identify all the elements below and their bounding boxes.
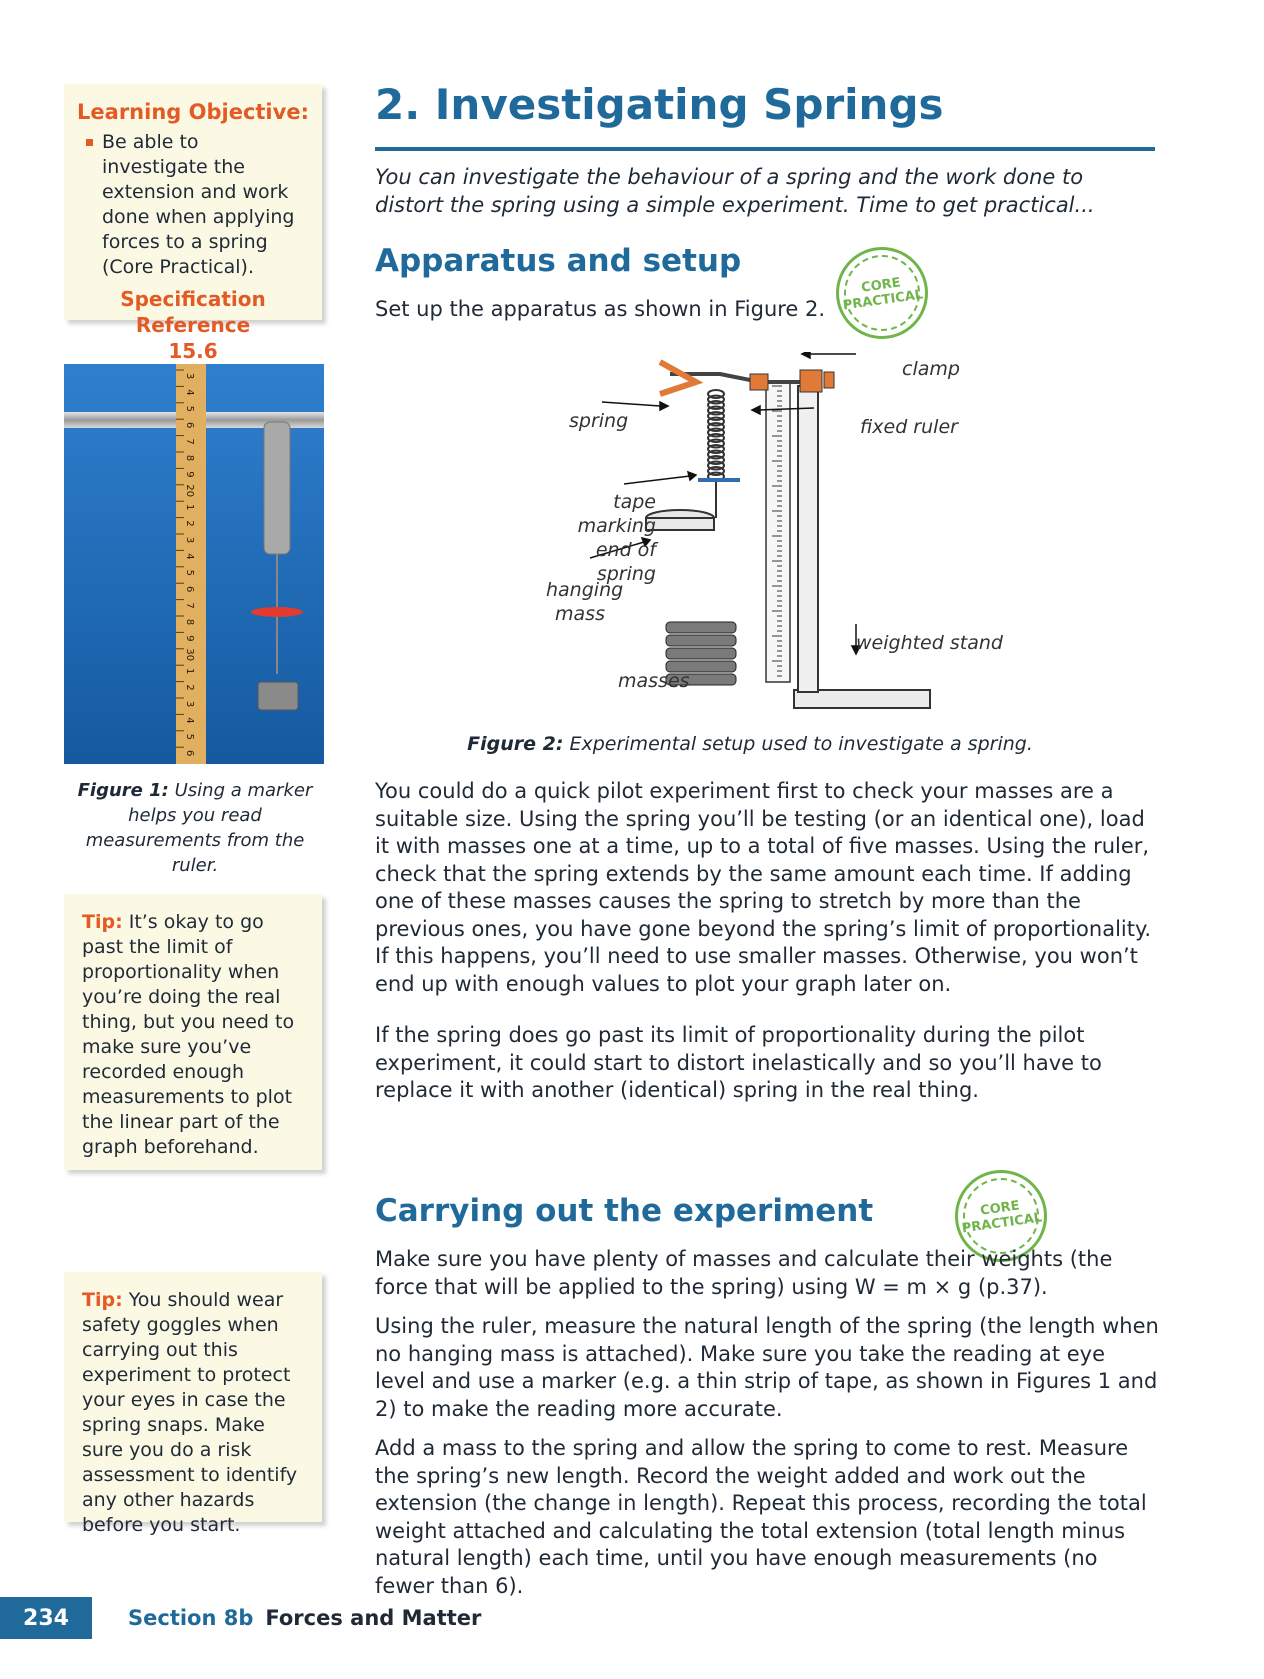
- label-masses: masses: [618, 670, 690, 692]
- ruler-number: 7: [184, 438, 195, 445]
- ruler-number: 6: [184, 586, 195, 593]
- label-spring: spring: [569, 410, 629, 432]
- apparatus-text: Set up the apparatus as shown in Figure 2.: [375, 297, 826, 321]
- figure1-caption-text: Using a marker helps you read measurements from the ruler.: [85, 780, 313, 876]
- ruler-number: 3: [184, 536, 195, 544]
- page-title: 2. Investigating Springs: [375, 80, 944, 129]
- ruler-number: 20: [184, 484, 195, 498]
- spec-reference-label: Specification Reference: [120, 287, 266, 337]
- figure2-caption-text: Experimental setup used to investigate a spring.: [569, 733, 1033, 755]
- core-practical-stamp: [836, 247, 928, 339]
- ruler-number: 1: [184, 668, 195, 675]
- label-clamp: clamp: [902, 358, 960, 380]
- title-rule: [375, 147, 1155, 151]
- ruler-number: 1: [184, 504, 195, 511]
- footer-section: [128, 1606, 481, 1630]
- figure1-caption: [64, 778, 326, 878]
- tip1-text: It’s okay to go past the limit of proportionality when you’re doing the real thing, but you need to make sure you’ve recorded enough measurements to plot the linear part of the graph beforehand.: [82, 911, 295, 1158]
- ruler-number: 5: [184, 569, 195, 576]
- label-weighted-stand: weighted stand: [856, 632, 1003, 654]
- ruler-number: 2: [184, 684, 195, 691]
- ruler-number: 4: [184, 553, 195, 560]
- ruler-number: 3: [184, 372, 195, 380]
- paragraph-add-mass: Add a mass to the spring and allow the spring to come to rest. Measure the spring’s new length. Record the weight added and work out the extension (the change in length). Repeat this process, recording the total weight attached and calculating the total extension (total length minus natural length) each time, until you have enough measurements (no fewer than 6).: [375, 1436, 1147, 1598]
- figure1-photo: [64, 364, 324, 764]
- ruler-number: 8: [184, 454, 195, 462]
- ruler-number: 5: [184, 405, 195, 412]
- label-hanging-mass: hanging mass: [546, 579, 624, 625]
- intro-text: You can investigate the behaviour of a spring and the work done to distort the spring using a simple experiment. Time to get practical...: [375, 165, 1095, 217]
- ruler-number: 3: [184, 700, 195, 708]
- label-fixed-ruler: fixed ruler: [860, 416, 958, 438]
- learning-objective-list: [64, 130, 322, 280]
- page-number: 234: [0, 1597, 92, 1639]
- experiment-heading: Carrying out the experiment: [375, 1193, 874, 1229]
- ruler-number: 4: [184, 389, 195, 396]
- figure2-caption-label: Figure 2:: [467, 733, 564, 755]
- tip2-label: Tip:: [82, 1289, 123, 1311]
- learning-objective-box: [64, 84, 322, 363]
- learning-objective-title: Learning Objective:: [77, 100, 309, 124]
- apparatus-heading: Apparatus and setup: [375, 243, 742, 279]
- learning-objective-item: Be able to investigate the extension and work done when applying forces to a spring (Core Practical).: [86, 130, 304, 280]
- label-tape: tape marking end of spring: [577, 491, 656, 585]
- ruler-number: 8: [184, 618, 195, 626]
- tip1-label: Tip:: [82, 911, 123, 933]
- ruler-number: 7: [184, 602, 195, 609]
- figure1-caption-label: Figure 1:: [77, 780, 169, 801]
- footer-section-label: Section 8b: [128, 1606, 254, 1630]
- tip1-content: [64, 894, 322, 1176]
- ruler-number: 9: [184, 635, 195, 642]
- ruler-number: 4: [184, 717, 195, 724]
- tip-box-2: [64, 1272, 322, 1536]
- paragraph-natural-length: Using the ruler, measure the natural length of the spring (the length when no hanging mass is attached). Make sure you take the reading at eye level and use a marker (e.g. a thin strip of tape, as shown in Figures 1 and 2) to make the reading more accurate.: [375, 1314, 1159, 1421]
- core-practical-stamp-text: CORE PRACTICAL: [842, 275, 925, 314]
- ruler-number: 9: [184, 471, 195, 478]
- experiment-paragraphs: [375, 1246, 1160, 1612]
- footer-section-title: Forces and Matter: [265, 1606, 482, 1630]
- tip2-text: You should wear safety goggles when carrying out this experiment to protect your eyes in case the spring snaps. Make sure you do a risk assessment to identify any other hazards before you start.: [82, 1289, 298, 1536]
- spec-reference-value: 15.6: [168, 339, 218, 363]
- ruler-number: 30: [184, 648, 195, 662]
- pilot-paragraphs: [375, 778, 1160, 1117]
- ruler-number: 6: [184, 750, 195, 757]
- core-practical-stamp-2-text: CORE PRACTICAL: [961, 1198, 1044, 1237]
- ruler-number: 5: [184, 733, 195, 740]
- tip-box-1: [64, 894, 322, 1170]
- paragraph-limit: If the spring does go past its limit of proportionality during the pilot experiment, it could start to distort inelastically and so you’ll have to replace it with another (identical) spring in the real thing.: [375, 1023, 1102, 1102]
- tip2-content: [64, 1272, 322, 1554]
- paragraph-weights: Make sure you have plenty of masses and calculate their weights (the force that will be applied to the spring) using W = m × g (p.37).: [375, 1247, 1113, 1299]
- figure2-caption: [460, 732, 1040, 757]
- ruler-number: 6: [184, 422, 195, 429]
- ruler-number: 2: [184, 520, 195, 527]
- paragraph-pilot: You could do a quick pilot experiment first to check your masses are a suitable size. Using the spring you’ll be testing (or an identical one), load it with masses one at a time, up to a total of five masses. Using the ruler, check that the spring extends by the same amount each time. If adding one of these masses causes the spring to stretch by more than the previous ones, you have gone beyond the spring’s limit of proportionality. If this happens, you’ll need to use smaller masses. Otherwise, you won’t end up with enough values to plot your graph later on.: [375, 779, 1152, 996]
